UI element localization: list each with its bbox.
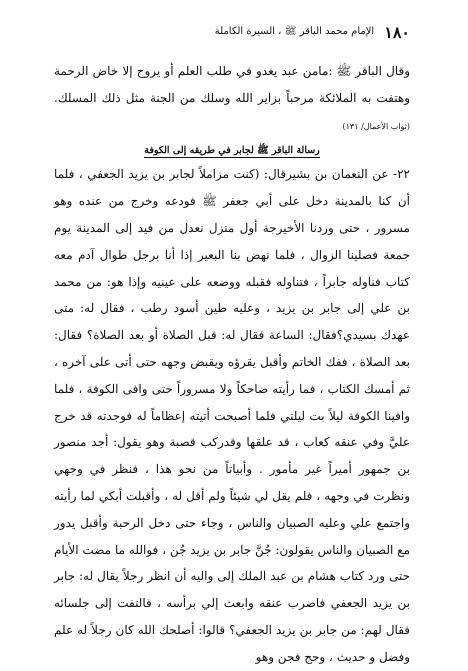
- intro-reference: (ثواب الأعمال/ ١٣١): [342, 121, 410, 131]
- running-header: [132, 22, 410, 42]
- running-header-title: الإمام محمد الباقر ﷺ ، السيرة الكاملة: [214, 26, 375, 37]
- intro-text: وقال الباقر ﷺ :مامن عبد يغدو في طلب العلم أو يروح إلا خاض الرحمة وهتفت به الملائكة مرحباً بزاير الله وسلك من الجنة مثل ذلك المسلك.: [54, 64, 410, 105]
- section-heading-text: رسالة الباقر ﷺ لجابر في طريقه إلى الكوفة: [144, 145, 320, 157]
- page-body: [54, 58, 410, 671]
- narration-paragraph: ٢٢- عن النعمان بن بشيرقال: (كنت مزاملاً لجابر بن يزيد الجعفي ، فلما أن كنا بالمدينة دخل على أبي جعفر ﷺ فودعه وخرج من عنده وهو مسرور ، حتى وردنا الأخيرجة أول منزل نعدل من فيد إلى المدينة يوم جمعة فصلينا الزوال ، فلما نهض بنا البعير إذا أنا برجل طوال آدم معه كتاب فناوله جابراً ، فتناوله فقبله ووضعه على عينيه وإذا هو: من محمد بن علي إلى جابر بن يزيد ، وعليه طين أسود رطب ، فقال له: متى عهدك بسيدي؟فقال: الساعة فقال له: قبل الصلاة أو بعد الصلاة؟ فقال: بعد الصلاة ، ففك الخاتم وأقبل يقرؤه ويقبض وجهه حتى أتى على آخره ، ثم أمسك الكتاب ، فما رأيته ضاحكاً ولا مسروراً حتى وافى الكوفة ، فلما وافينا الكوفة ليلاً بت ليلتي فلما أصبحت أتيته إعظاماً له فوجدته قد خرج عليَّ وفي عنقه كعاب ، قد علقها وقدركب قصبة وهو يقول: أجد منصور بن جمهور أميراً غير مأمور . وأبياتاً من نحو هذا ، فنظر في وجهي ونظرت في وجهه ، فلم يقل لي شيئاً ولم أقل له ، وأقبلت أبكي لما رأيته واجتمع علي وعليه الصبيان والناس ، وجاء حتى دخل الرحبة وأقبل يدور مع الصبيان والناس يقولون: جُنَّ جابر بن يزيد جُن ، فوالله ما مضت الأيام حتى ورد كتاب هشام بن عبد الملك إلى واليه أن انظر رجلاً يقال له: جابر بن يزيد الجعفي فاضرب عنقه وابعث إلي برأسه ، فالتفت إلى جلسائه فقال لهم: من جابر بن يزيد الجعفي؟ قالوا: أصلحك الله كان رجلاً له علم وفضل و حديث ، وحج فجن وهو: [54, 167, 410, 664]
- section-heading: [54, 142, 410, 160]
- intro-paragraph: [54, 58, 410, 140]
- page-number: ١٨٠: [384, 22, 410, 42]
